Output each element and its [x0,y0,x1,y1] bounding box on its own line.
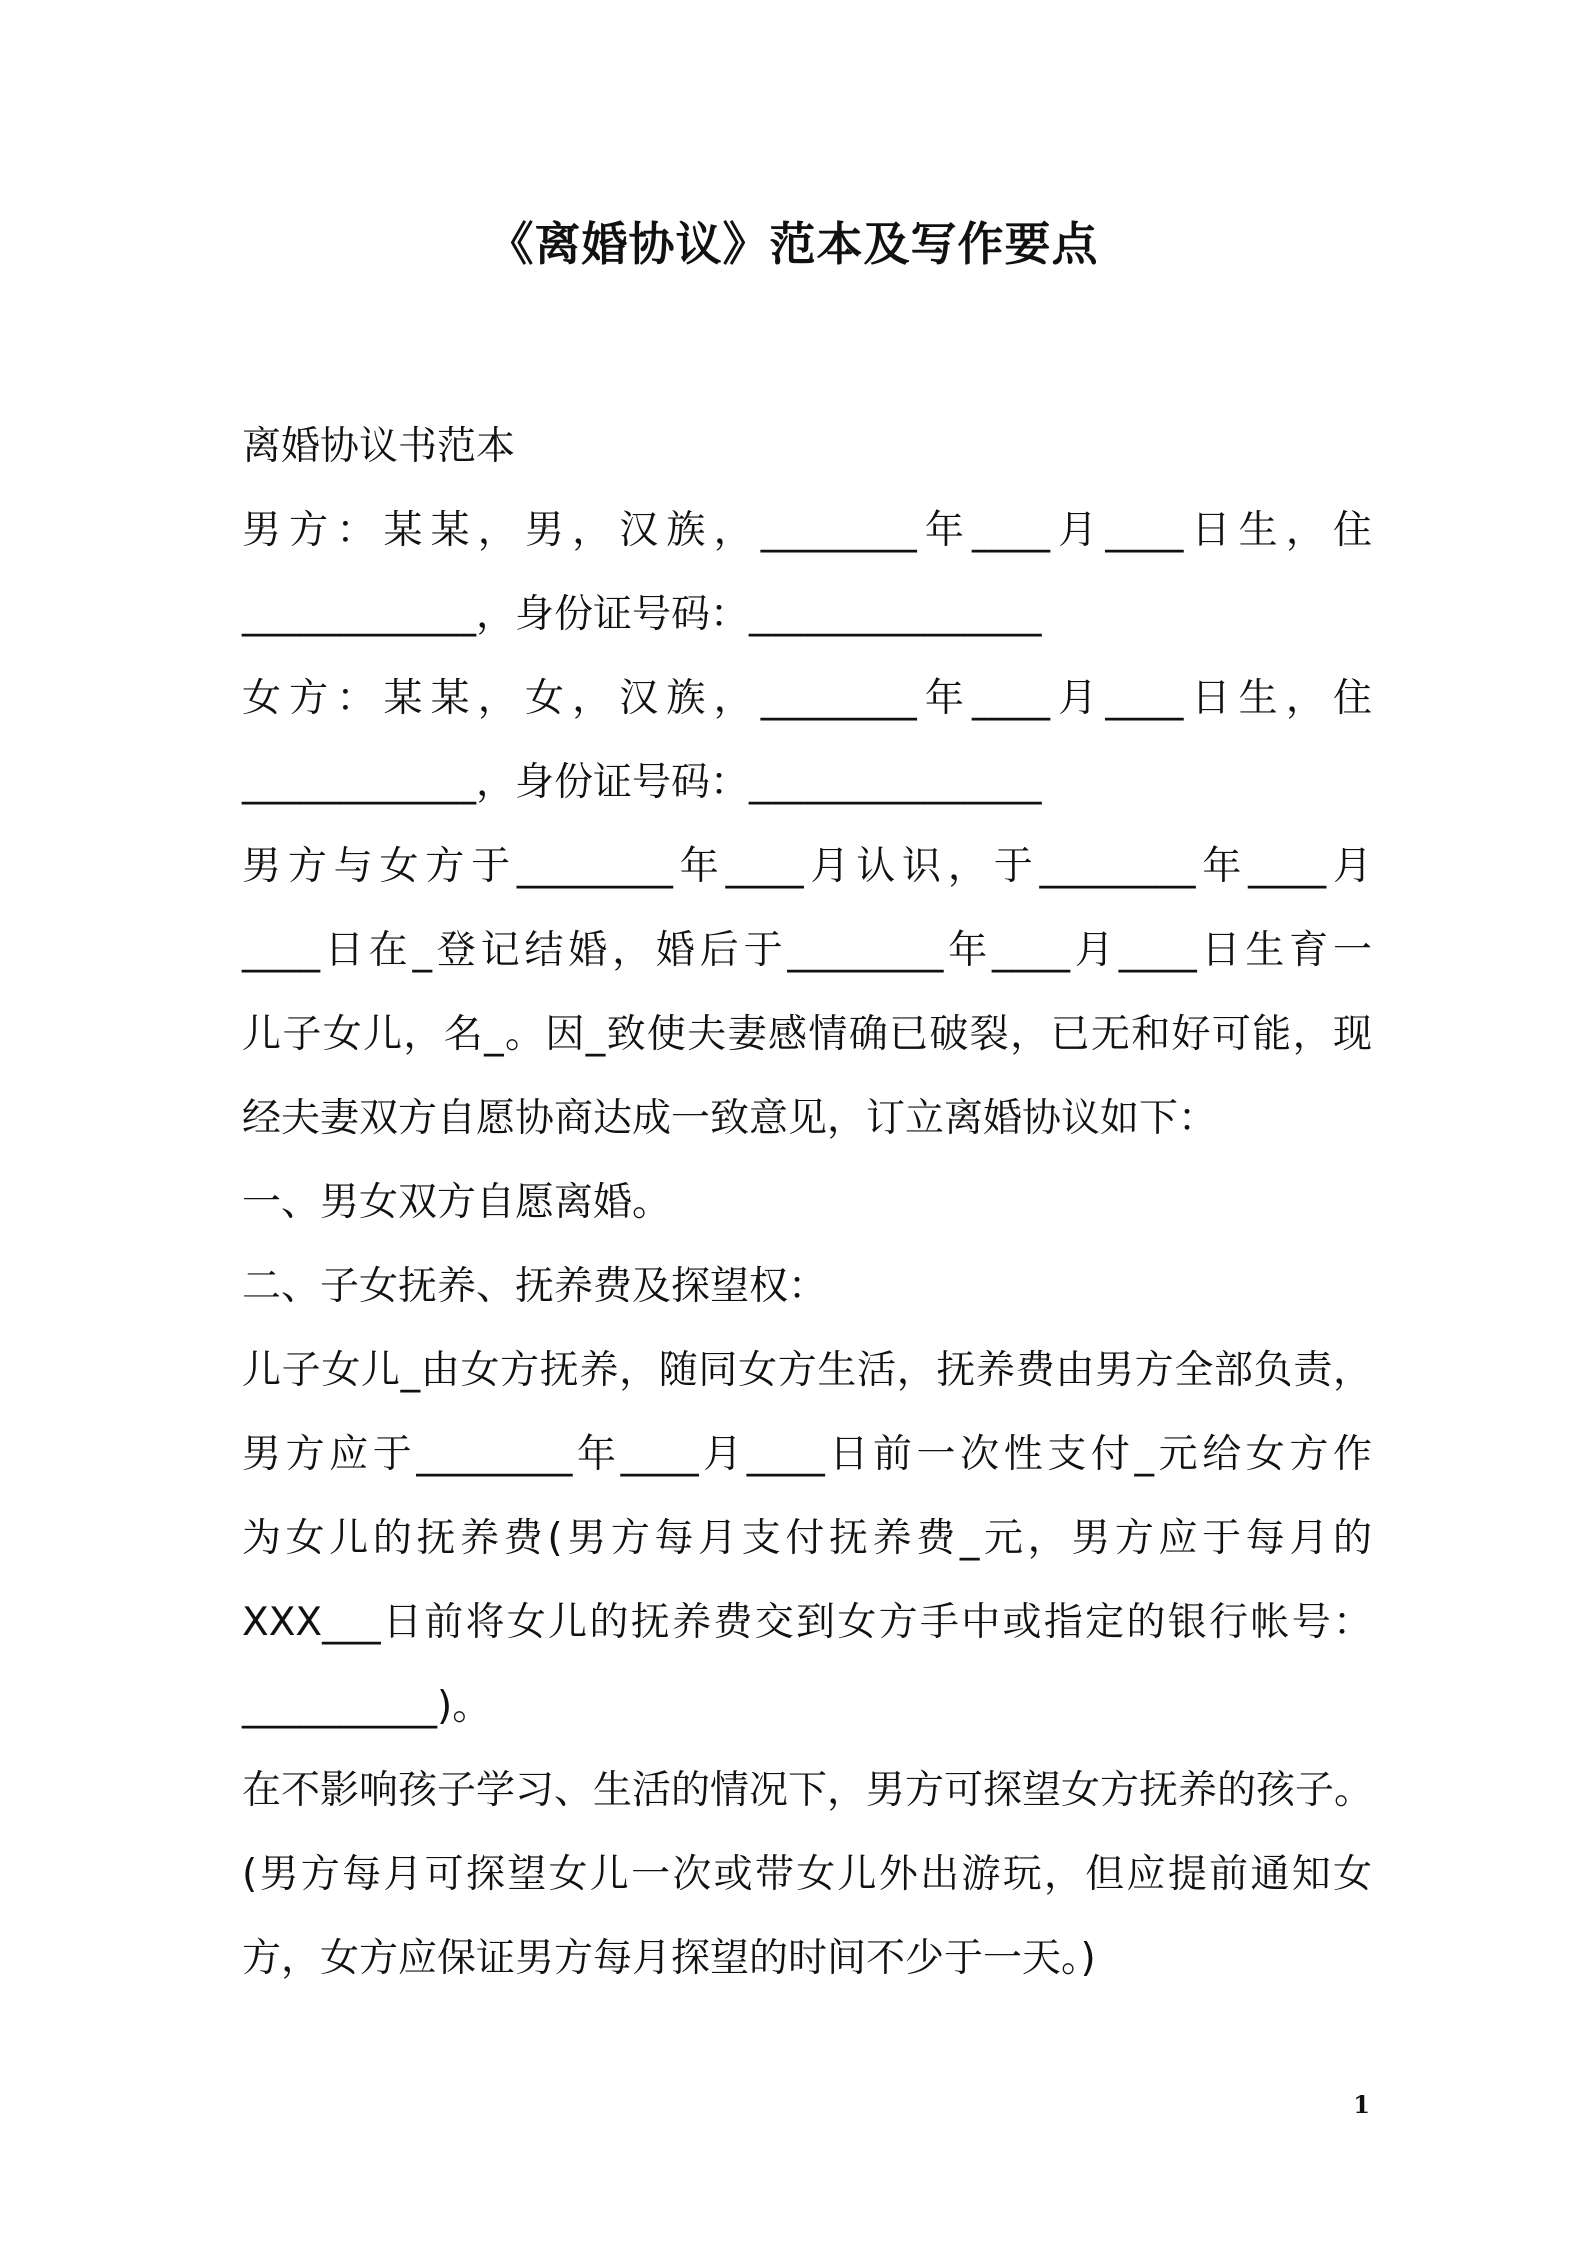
text-line: 男方应于________年____月____日前一次性支付_元给女方作 [242,1432,1372,1477]
text-line: 男方与女方于________年____月认识，于________年____月 [242,844,1372,889]
text-line: XXX___日前将女儿的抚养费交到女方手中或指定的银行帐号： [242,1600,1372,1645]
text-line: 为女儿的抚养费(男方每月支付抚养费_元，男方应于每月的 [242,1516,1372,1561]
female-party-line-1: 女方：某某，女，汉族，________年____月____日生，住 [242,676,1372,721]
text-line: 经夫妻双方自愿协商达成一致意见，订立离婚协议如下： [242,1096,1218,1141]
paragraph-heading: 离婚协议书范本 [242,424,516,469]
male-party-line-1: 男方：某某，男，汉族，________年____月____日生，住 [242,508,1372,553]
text-line: 儿子女儿，名_。因_致使夫妻感情确已破裂，已无和好可能，现 [242,1012,1372,1057]
text-line: 儿子女儿_由女方抚养，随同女方生活，抚养费由男方全部负责， [242,1348,1372,1393]
page-number: 1 [1353,2090,1370,2119]
text-line: 在不影响孩子学习、生活的情况下，男方可探望女方抚养的孩子。 [242,1768,1374,1813]
female-party-line-2: ____________，身份证号码：_______________ [242,760,1042,805]
text-line: 方，女方应保证男方每月探望的时间不少于一天。) [242,1936,1096,1981]
male-party-line-2: ____________，身份证号码：_______________ [242,592,1042,637]
text-line: __________)。 [242,1684,492,1729]
clause-one: 一、男女双方自愿离婚。 [242,1180,672,1225]
text-line: ____日在_登记结婚，婚后于________年____月____日生育一 [242,928,1372,973]
text-line: (男方每月可探望女儿一次或带女儿外出游玩，但应提前通知女 [242,1852,1372,1897]
clause-two-heading: 二、子女抚养、抚养费及探望权： [242,1264,828,1309]
document-body [242,405,1372,2001]
page-title: 《离婚协议》范本及写作要点 [487,217,1099,271]
